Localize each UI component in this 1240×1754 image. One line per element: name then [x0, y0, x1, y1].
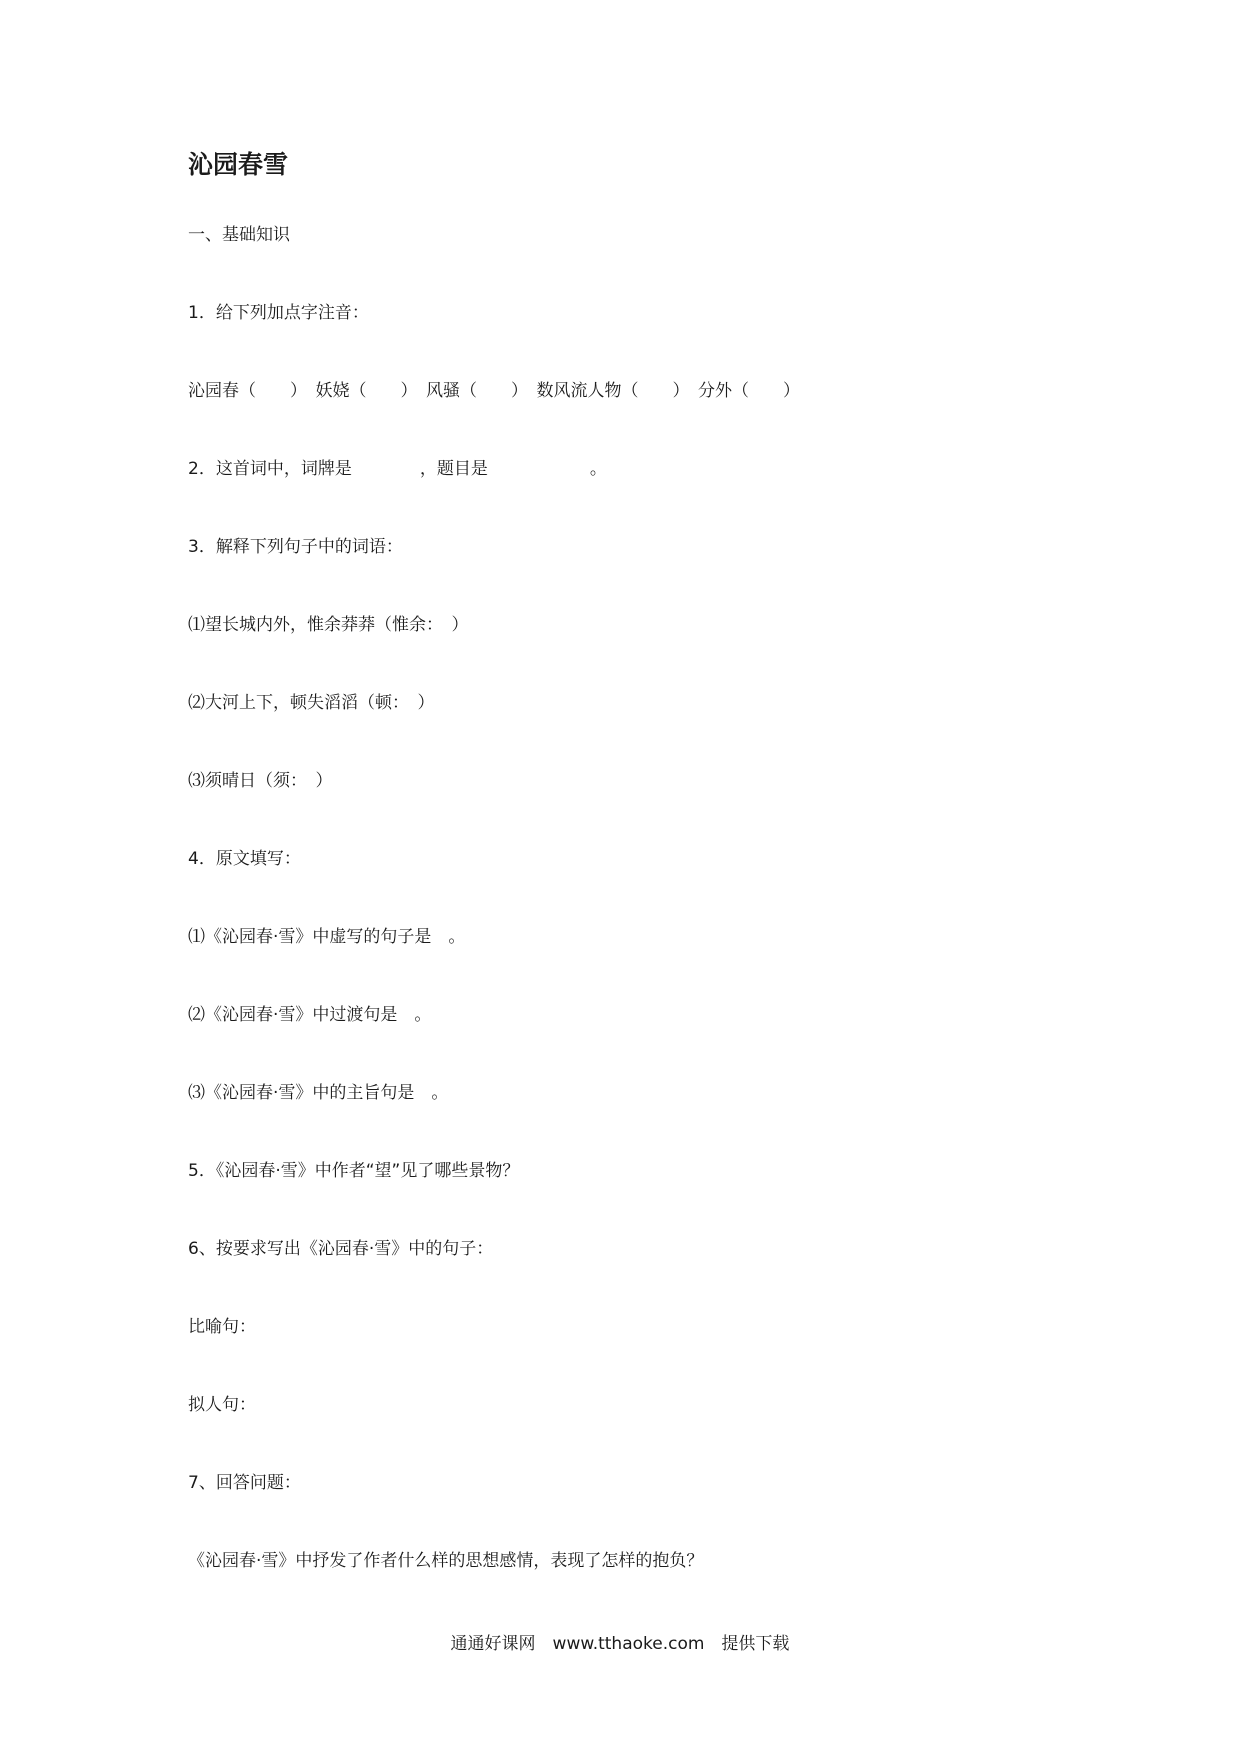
page-footer: 通通好课网 www.tthaoke.com 提供下载	[450, 1634, 790, 1654]
question-7: 7、回答问题：	[188, 1473, 301, 1493]
page-title: 沁园春雪	[188, 150, 289, 179]
question-3-item-2: ⑵大河上下，顿失滔滔（顿： ）	[188, 693, 435, 713]
question-6-item-1: 比喻句：	[188, 1317, 256, 1337]
question-3: 3．解释下列句子中的词语：	[188, 537, 403, 557]
question-7-item-1: 《沁园春·雪》中抒发了作者什么样的思想感情，表现了怎样的抱负？	[188, 1551, 704, 1571]
question-5: 5．《沁园春·雪》中作者“望”见了哪些景物？	[188, 1161, 520, 1181]
question-4-item-2: ⑵《沁园春·雪》中过渡句是 。	[188, 1005, 432, 1025]
question-6: 6、按要求写出《沁园春·雪》中的句子：	[188, 1239, 494, 1259]
question-3-item-1: ⑴望长城内外，惟余莽莽（惟余： ）	[188, 615, 469, 635]
question-4: 4．原文填写：	[188, 849, 301, 869]
question-1-items: 沁园春（ ） 妖娆（ ） 风骚（ ） 数风流人物（ ） 分外（ ）	[188, 381, 800, 401]
section-heading-basics: 一、基础知识	[188, 225, 290, 245]
question-1: 1．给下列加点字注音：	[188, 303, 369, 323]
question-2: 2．这首词中，词牌是 ，题目是 。	[188, 459, 607, 479]
question-4-item-1: ⑴《沁园春·雪》中虚写的句子是 。	[188, 927, 466, 947]
question-3-item-3: ⑶须晴日（须： ）	[188, 771, 333, 791]
question-4-item-3: ⑶《沁园春·雪》中的主旨句是 。	[188, 1083, 449, 1103]
question-6-item-2: 拟人句：	[188, 1395, 256, 1415]
